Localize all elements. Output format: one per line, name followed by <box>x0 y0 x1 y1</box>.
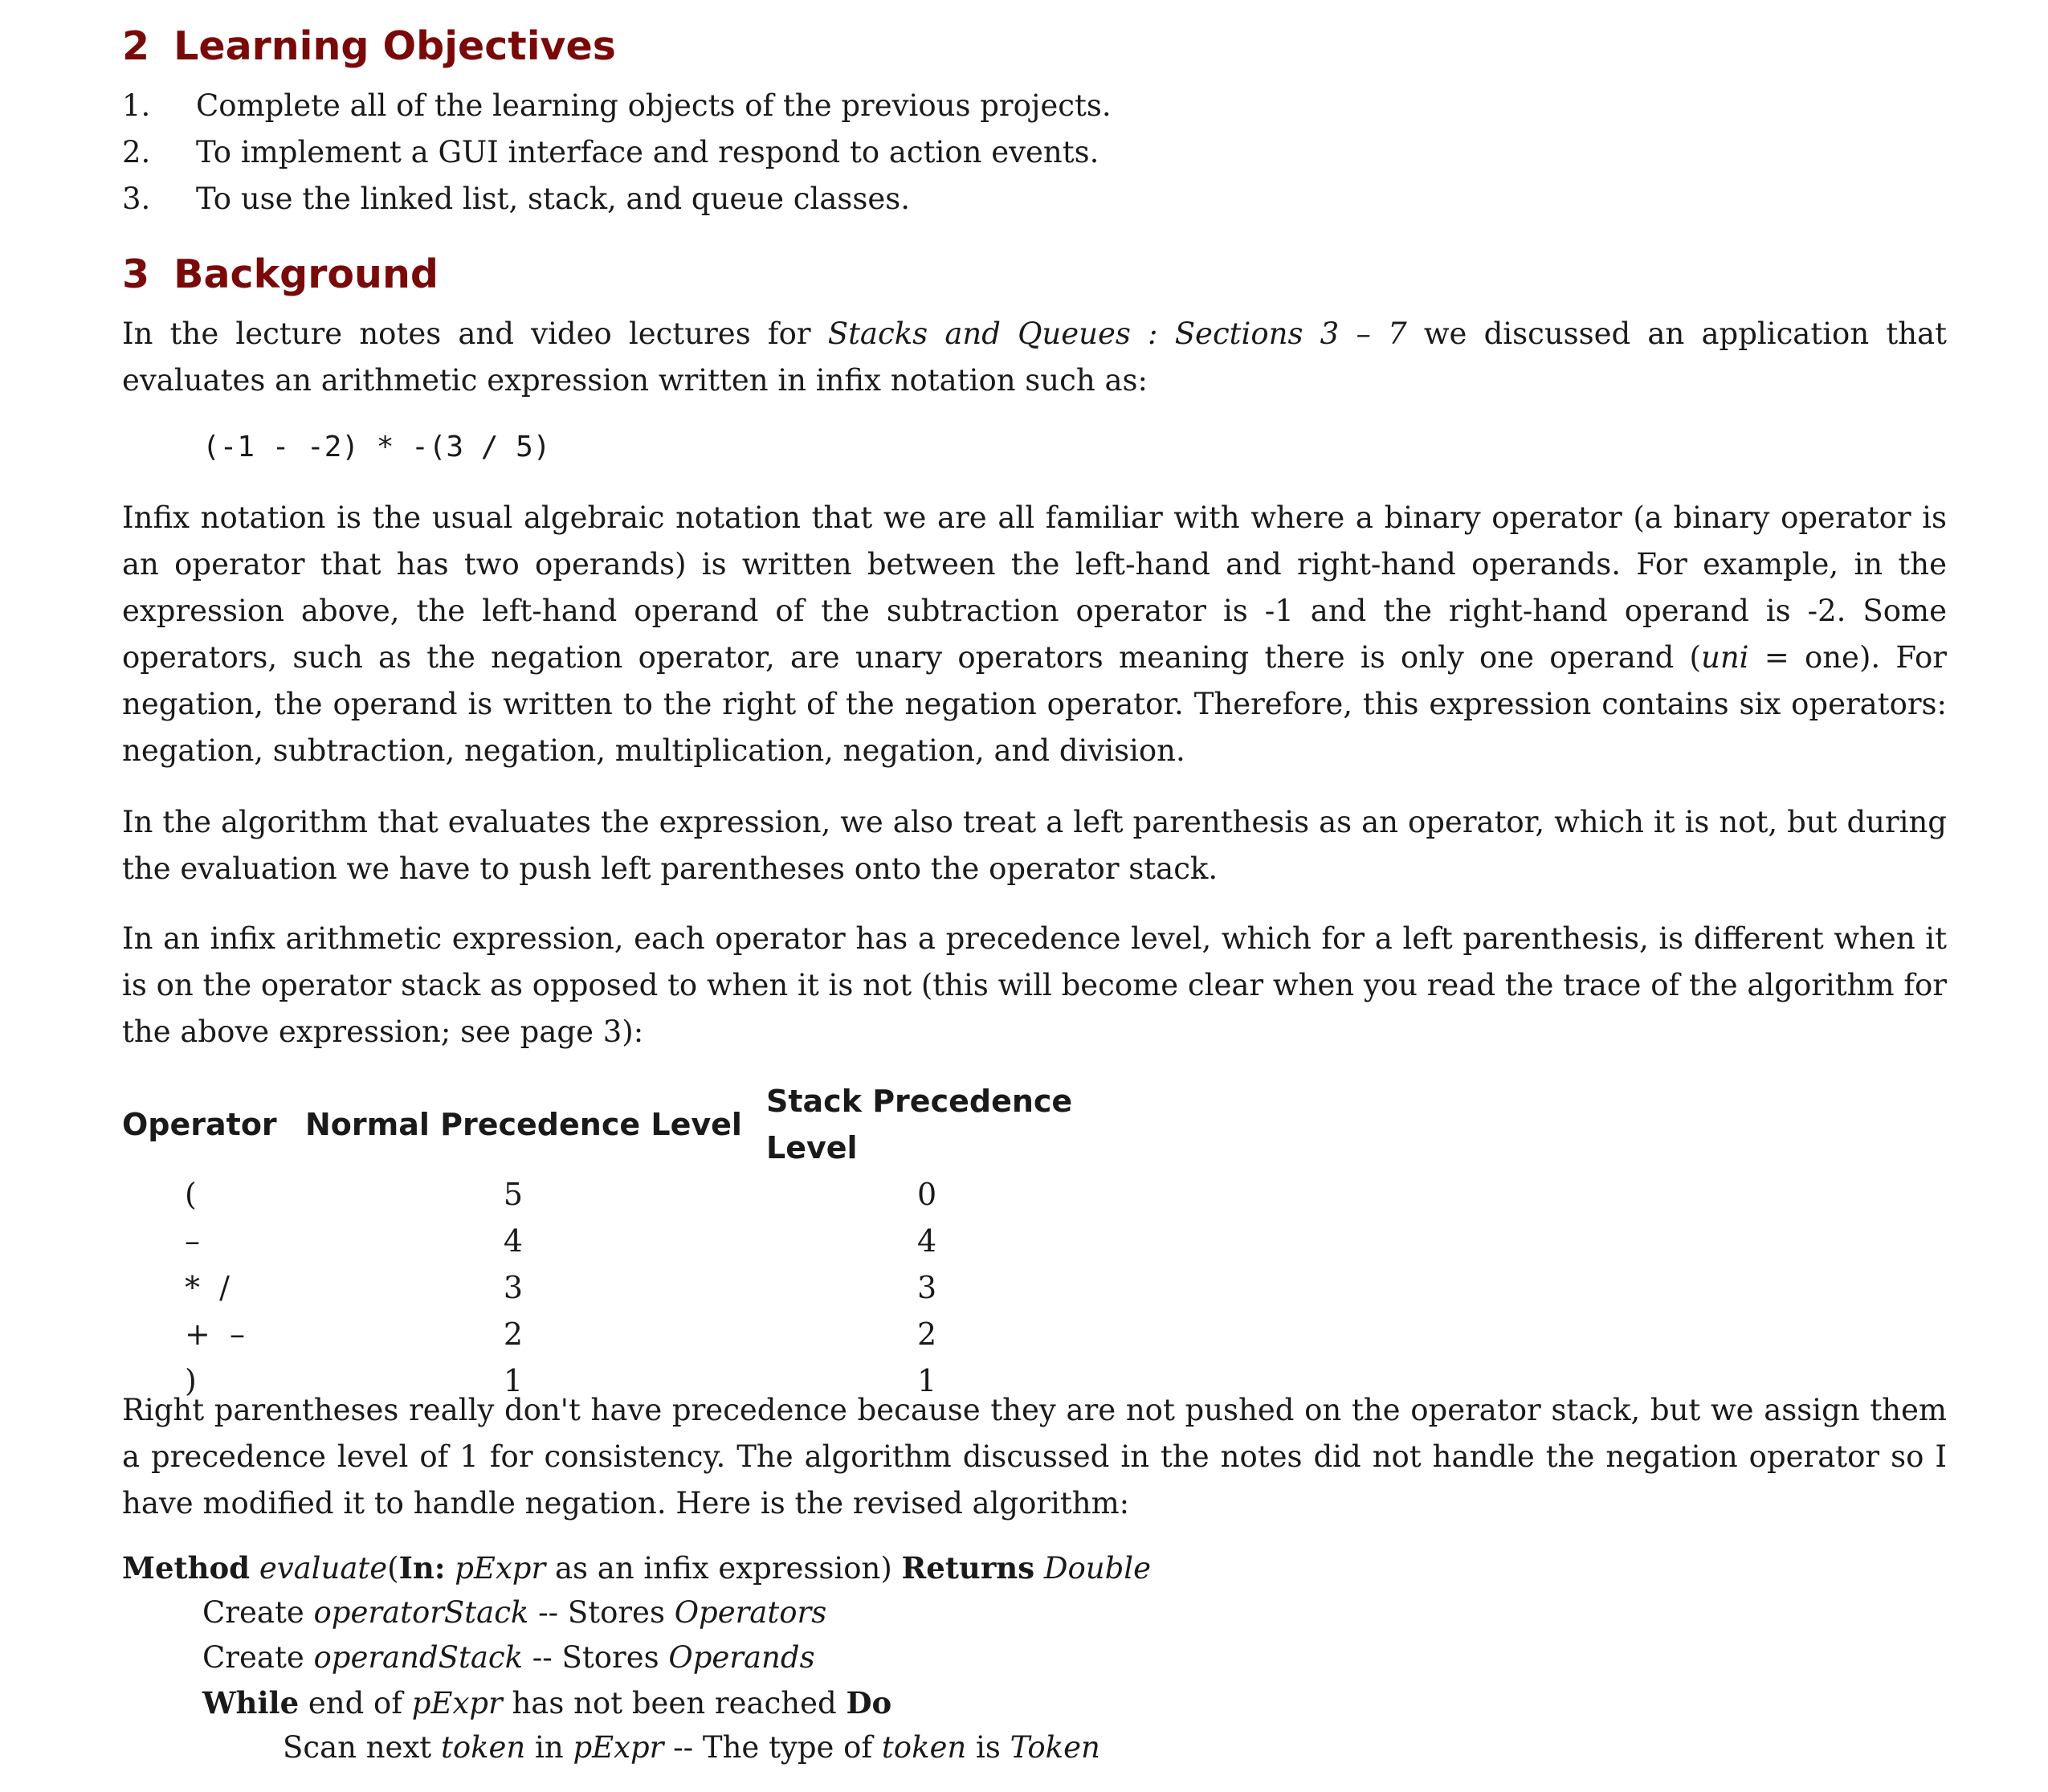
algorithm-pseudocode <box>122 1545 1151 1770</box>
algorithm-line-while-loop: While end of pExpr has not been reached Do <box>202 1685 892 1721</box>
section-number: 2 <box>122 23 150 69</box>
section-heading-learning-objectives <box>122 22 616 71</box>
stack-precedence-cell: 4 <box>917 1223 937 1259</box>
objectives-list <box>122 83 1112 222</box>
list-item-number: 2. <box>122 135 151 169</box>
column-header-stack-precedence: Stack Precedence Level <box>766 1084 1073 1165</box>
section-reference: Stacks and Queues : Sections 3 – 7 <box>827 316 1407 351</box>
section-heading-background <box>122 251 439 299</box>
table-row <box>122 1171 1168 1218</box>
list-item-text: To implement a GUI interface and respond to action events. <box>196 135 1099 169</box>
operator-cell: * / <box>185 1270 230 1305</box>
column-header-operator: Operator <box>122 1107 277 1142</box>
table-row <box>122 1311 1168 1357</box>
stack-precedence-cell: 3 <box>917 1270 937 1305</box>
column-header-normal-precedence: Normal Precedence Level <box>305 1107 742 1142</box>
normal-precedence-cell: 4 <box>503 1223 524 1259</box>
list-item <box>122 129 1112 176</box>
table-header-row <box>122 1078 1168 1171</box>
method-name: evaluate <box>259 1551 388 1586</box>
operator-cell: + – <box>185 1316 245 1352</box>
list-item <box>122 83 1112 129</box>
algorithm-line-method-signature: Method evaluate(In: pExpr as an infix expression) Returns Double <box>122 1550 1151 1586</box>
operator-cell: ( <box>185 1177 197 1212</box>
normal-precedence-cell: 1 <box>503 1363 524 1398</box>
emphasis-uni: uni <box>1701 640 1749 675</box>
section-title: Learning Objectives <box>173 23 616 69</box>
algorithm-line-create-operand-stack: Create operandStack -- Stores Operands <box>202 1640 815 1675</box>
table-row <box>122 1264 1168 1311</box>
list-item-number: 1. <box>122 88 151 123</box>
stack-precedence-cell: 2 <box>917 1316 937 1352</box>
list-item-number: 3. <box>122 182 151 216</box>
operator-cell: – <box>185 1223 200 1259</box>
stack-precedence-cell: 1 <box>917 1363 937 1398</box>
precedence-table <box>122 1078 1168 1404</box>
paragraph-precedence: In an infix arithmetic expression, each operator has a precedence level, which for a left parenthesis, is different when it is on the operator stack as opposed to when it is not (this will become clear when you read the trace of the algorithm for the above expression; see page 3): <box>122 921 1947 1049</box>
normal-precedence-cell: 3 <box>503 1270 524 1305</box>
list-item <box>122 176 1112 222</box>
list-item-text: Complete all of the learning objects of the previous projects. <box>196 88 1112 123</box>
algorithm-line-create-operator-stack: Create operatorStack -- Stores Operators <box>202 1595 827 1630</box>
paragraph-left-parenthesis: In the algorithm that evaluates the expression, we also treat a left parenthesis as an operator, which it is not, but during the evaluation we have to push left parentheses onto the operator stack. <box>122 805 1947 886</box>
operator-cell: ) <box>185 1363 197 1398</box>
paragraph-right-parentheses: Right parentheses really don't have precedence because they are not pushed on the operator stack, but we assign them a precedence level of 1 for consistency. The algorithm discussed in the notes did not handle the negation operator so I have modified it to handle negation. Here is the revised algorithm: <box>122 1393 1947 1521</box>
normal-precedence-cell: 5 <box>503 1177 524 1212</box>
paragraph-intro: In the lecture notes and video lectures for Stacks and Queues : Sections 3 – 7 we discussed an application that evaluates an arithmetic expression written in infix notation such as: <box>122 316 1947 398</box>
normal-precedence-cell: 2 <box>503 1316 524 1352</box>
algorithm-line-scan-token: Scan next token in pExpr -- The type of token is Token <box>283 1730 1100 1765</box>
paragraph-infix-notation: Infix notation is the usual algebraic notation that we are all familiar with where a binary operator (a binary operator is an operator that has two operands) is written between the left-hand and right-hand operands. For example, in the expression above, the left-hand operand of the subtraction operator is -1 and the right-hand operand is -2. Some operators, such as the negation operator, are unary operators meaning there is only one operand (uni = one). For negation, the operand is written to the right of the negation operator. Therefore, this expression contains six operators: negation, subtraction, negation, multiplication, negation, and division. <box>122 500 1947 768</box>
section-title: Background <box>173 251 439 297</box>
table-row <box>122 1218 1168 1264</box>
stack-precedence-cell: 0 <box>917 1177 937 1212</box>
example-expression: (-1 - -2) * -(3 / 5) <box>202 431 551 463</box>
section-number: 3 <box>122 251 150 297</box>
list-item-text: To use the linked list, stack, and queue classes. <box>196 182 911 216</box>
